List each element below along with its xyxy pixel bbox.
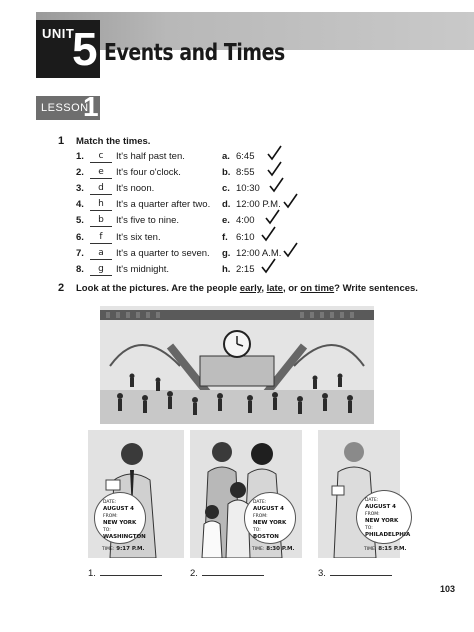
- answer-blank[interactable]: c: [90, 151, 112, 163]
- option-time: 12:00 A.M.: [236, 247, 282, 259]
- ticket-time-label: TIME:: [102, 547, 115, 552]
- time-sentence: It's noon.: [116, 183, 155, 195]
- time-sentence: It's six ten.: [116, 231, 161, 243]
- time-sentence: It's four o'clock.: [116, 167, 181, 179]
- ticket-date-label: DATE:: [103, 500, 117, 505]
- match-row: [76, 183, 376, 199]
- answer-number: 2.: [190, 568, 198, 579]
- item-number: 7.: [76, 247, 84, 259]
- answer-number: 3.: [318, 568, 326, 579]
- ticket-time: 8:15 P.M.: [378, 546, 407, 552]
- option-letter: c.: [222, 183, 230, 195]
- ticket-3-time: [364, 546, 407, 552]
- ticket-to-label: TO:: [253, 528, 261, 533]
- instruction-sep-1: ,: [261, 283, 267, 294]
- word-on-time: on time: [300, 283, 335, 294]
- match-row: [76, 151, 376, 167]
- option-time: 12:00 P.M.: [236, 199, 281, 211]
- unit-badge: [36, 20, 100, 78]
- option-letter: h.: [222, 263, 231, 275]
- ticket-time-label: TIME:: [252, 547, 265, 552]
- item-number: 8.: [76, 263, 84, 275]
- item-number: 5.: [76, 215, 84, 227]
- option-letter: f.: [222, 231, 228, 243]
- ticket-to: WASHINGTON: [103, 534, 146, 540]
- ticket-1-time: [102, 546, 145, 552]
- time-sentence: It's half past ten.: [116, 151, 185, 162]
- time-sentence: It's a quarter to seven.: [116, 247, 210, 259]
- ticket-time: 8:30 P.M.: [266, 546, 295, 552]
- station-drawing: [100, 306, 374, 424]
- match-row: [76, 215, 376, 231]
- option-letter: a.: [222, 151, 230, 162]
- option-time: 10:30: [236, 183, 260, 195]
- ticket-to-label: TO:: [103, 528, 111, 533]
- instruction-start: Look at the pictures. Are the people: [76, 283, 240, 294]
- option-letter: g.: [222, 247, 231, 259]
- match-row: [76, 248, 376, 264]
- ticket-time-label: TIME:: [364, 547, 377, 552]
- check-mark-icon: [282, 242, 298, 258]
- lesson-number: 1: [83, 91, 99, 122]
- answer-number: 1.: [88, 568, 96, 579]
- ticket-date-label: DATE:: [253, 500, 267, 505]
- check-mark-icon: [260, 226, 276, 242]
- exercise-1-instruction: Match the times.: [76, 136, 151, 147]
- unit-title: Events and Times: [104, 40, 285, 66]
- time-sentence: It's midnight.: [116, 263, 170, 275]
- item-number: 3.: [76, 183, 84, 195]
- option-time: 8:55: [236, 167, 255, 179]
- ticket-time: 9:17 P.M.: [116, 546, 145, 552]
- exercise-1-number: 1: [58, 135, 65, 147]
- ticket-to: PHILADELPHIA: [365, 532, 411, 538]
- answer-line-3[interactable]: [318, 566, 392, 579]
- ticket-to-label: TO:: [365, 526, 373, 531]
- unit-number: 5: [72, 23, 98, 75]
- option-letter: b.: [222, 167, 231, 179]
- exercise-2-instruction: [76, 283, 418, 294]
- answer-blank[interactable]: g: [90, 264, 112, 276]
- match-row: [76, 167, 376, 183]
- option-letter: d.: [222, 199, 231, 211]
- time-sentence: It's a quarter after two.: [116, 199, 211, 211]
- answer-blank[interactable]: e: [90, 167, 112, 179]
- check-mark-icon: [266, 145, 282, 161]
- ticket-from: NEW YORK: [365, 518, 399, 524]
- item-number: 1.: [76, 151, 84, 162]
- unit-label: UNIT: [42, 26, 75, 41]
- answer-line-1[interactable]: [88, 566, 162, 579]
- ticket-3: [356, 490, 412, 544]
- item-number: 4.: [76, 199, 84, 211]
- lesson-badge: [36, 91, 100, 122]
- ticket-1: [94, 492, 146, 544]
- ticket-from-label: FROM:: [365, 512, 380, 517]
- ticket-date: AUGUST 4: [253, 506, 284, 512]
- ticket-date: AUGUST 4: [365, 504, 396, 510]
- match-row: [76, 199, 376, 215]
- answer-blank[interactable]: h: [90, 199, 112, 211]
- instruction-sep-2: , or: [282, 283, 301, 294]
- ticket-from-label: FROM:: [103, 514, 118, 519]
- check-mark-icon: [266, 161, 282, 177]
- page-number: 103: [440, 584, 456, 594]
- ticket-from: NEW YORK: [253, 520, 287, 526]
- answer-blank[interactable]: d: [90, 183, 112, 195]
- lesson-label: LESSON: [41, 102, 89, 114]
- ticket-2: [244, 492, 296, 544]
- answer-line-2[interactable]: [190, 566, 264, 579]
- option-time: 4:00: [236, 215, 255, 227]
- item-number: 2.: [76, 167, 84, 179]
- ticket-from: NEW YORK: [103, 520, 137, 526]
- check-mark-icon: [264, 209, 280, 225]
- time-sentence: It's five to nine.: [116, 215, 180, 227]
- word-late: late: [266, 283, 283, 294]
- check-mark-icon: [282, 193, 298, 209]
- option-time: 6:45: [236, 151, 255, 162]
- ticket-from-label: FROM:: [253, 514, 268, 519]
- answer-blank[interactable]: b: [90, 215, 112, 227]
- item-number: 6.: [76, 231, 84, 243]
- answer-blank[interactable]: a: [90, 248, 112, 260]
- ticket-date: AUGUST 4: [103, 506, 134, 512]
- ticket-2-time: [252, 546, 295, 552]
- word-early: early: [239, 283, 262, 294]
- option-time: 2:15: [236, 263, 255, 275]
- ticket-to: BOSTON: [253, 534, 279, 540]
- station-illustration: [100, 306, 374, 424]
- match-row: [76, 232, 376, 248]
- ticket-date-label: DATE:: [365, 498, 379, 503]
- answer-blank[interactable]: f: [90, 232, 112, 244]
- match-row: [76, 264, 376, 280]
- instruction-end: ? Write sentences.: [334, 283, 418, 294]
- exercise-2-number: 2: [58, 282, 65, 294]
- option-letter: e.: [222, 215, 230, 227]
- option-time: 6:10: [236, 231, 255, 243]
- check-mark-icon: [268, 177, 284, 193]
- check-mark-icon: [260, 258, 276, 274]
